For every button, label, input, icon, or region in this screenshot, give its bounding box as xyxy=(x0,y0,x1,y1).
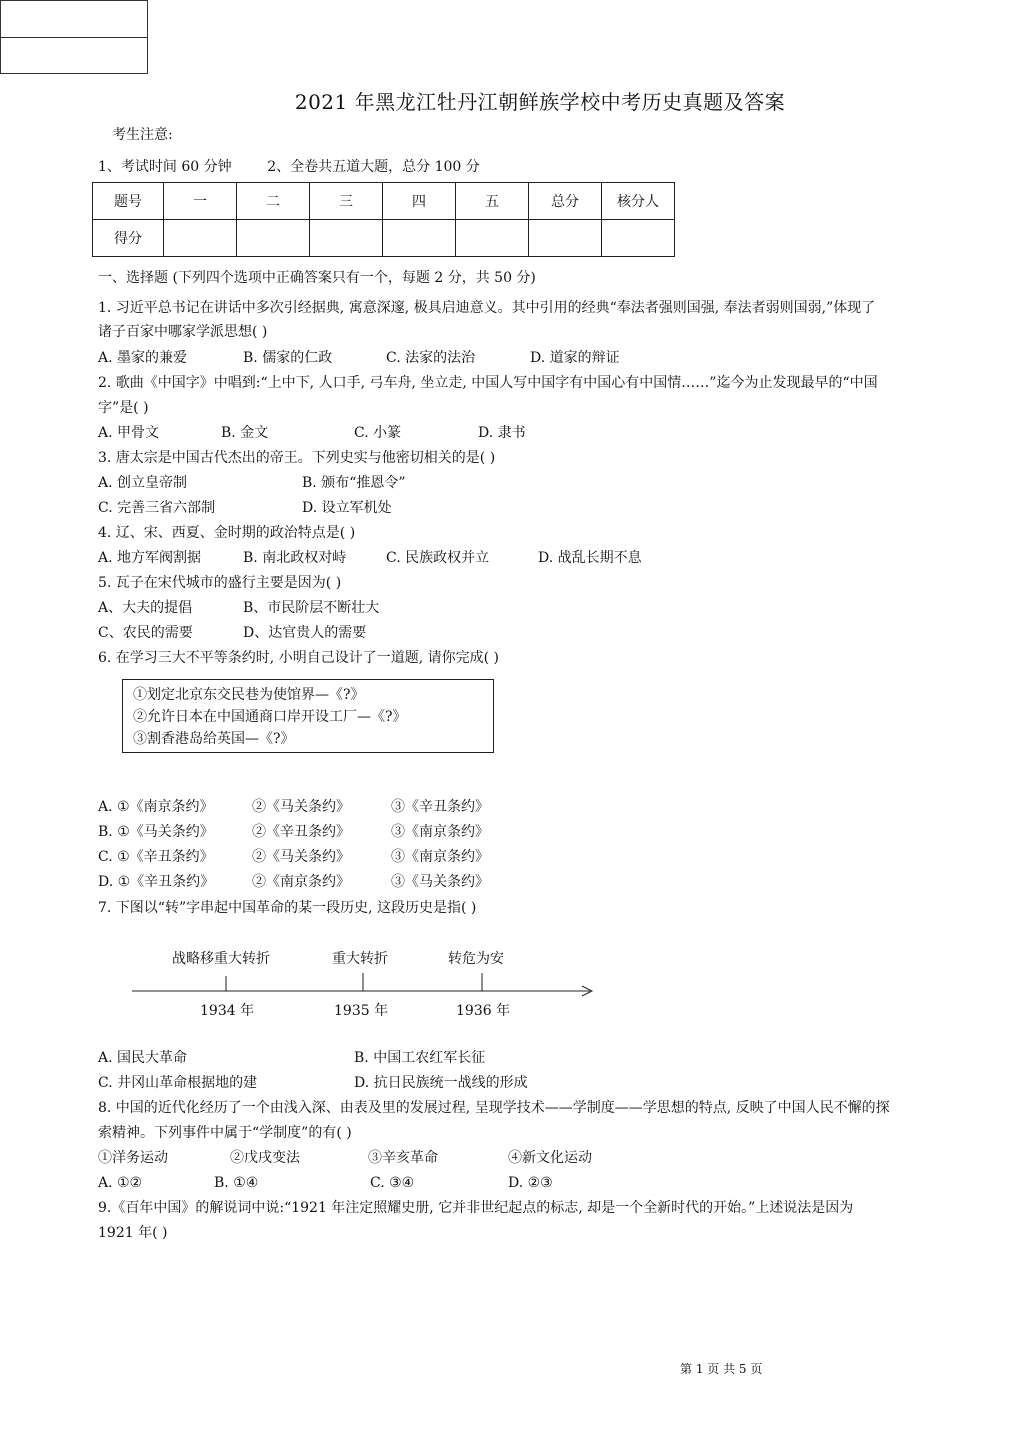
q6-option-d-part3: ③《马关条约》 xyxy=(391,874,489,890)
q2-stem: 2. 歌曲《中国字》中唱到:“上中下, 人口手, 弓车舟, 坐立走, 中国人写中国字有中国心有中国情……”迄今为止发现最早的“中国 xyxy=(98,375,878,391)
q2-option-c[interactable]: C. 小篆 xyxy=(354,425,402,441)
score-cell[interactable] xyxy=(310,220,383,257)
q5-option-c[interactable]: C、农民的需要 xyxy=(98,625,193,641)
score-cell[interactable] xyxy=(456,220,529,257)
score-table xyxy=(92,182,675,257)
score-table-header-row xyxy=(93,183,675,220)
score-table-header-cell: 一 xyxy=(164,183,237,220)
q4-option-a[interactable]: A. 地方军阀割据 xyxy=(98,550,202,566)
corner-box-divider xyxy=(1,37,147,38)
q2-stem-cont: 字”是( ) xyxy=(98,400,149,416)
score-table-header-cell: 四 xyxy=(383,183,456,220)
timeline-year: 1935 年 xyxy=(334,1003,389,1019)
q7-timeline xyxy=(128,940,608,1030)
score-table-score-row xyxy=(93,220,675,257)
q6-option-d-part2: ②《南京条约》 xyxy=(252,874,350,890)
page-number: 第 1 页 共 5 页 xyxy=(680,1362,763,1376)
q6-option-a[interactable]: A. ①《南京条约》 xyxy=(98,799,214,815)
score-cell[interactable] xyxy=(237,220,310,257)
q6-option-c-part3: ③《南京条约》 xyxy=(391,849,489,865)
q6-option-a-part3: ③《辛丑条约》 xyxy=(391,799,489,815)
score-table-header-cell: 二 xyxy=(237,183,310,220)
score-table-header-cell: 五 xyxy=(456,183,529,220)
q2-option-a[interactable]: A. 甲骨文 xyxy=(98,425,160,441)
corner-score-box xyxy=(0,0,148,74)
q3-option-c[interactable]: C. 完善三省六部制 xyxy=(98,500,216,516)
q6-option-c[interactable]: C. ①《辛丑条约》 xyxy=(98,849,214,865)
q3-option-b[interactable]: B. 颁布“推恩令” xyxy=(302,475,406,491)
q1-option-c[interactable]: C. 法家的法治 xyxy=(386,350,476,366)
q1-stem: 1. 习近平总书记在讲话中多次引经据典, 寓意深邃, 极具启迪意义。其中引用的经典“奉法者强则国强, 奉法者弱则国弱,”体现了 xyxy=(98,300,876,316)
notice-label: 考生注意: xyxy=(112,127,173,143)
q7-option-a[interactable]: A. 国民大革命 xyxy=(98,1050,188,1066)
q1-option-d[interactable]: D. 道家的辩证 xyxy=(530,350,620,366)
q6-stem: 6. 在学习三大不平等条约时, 小明自己设计了一道题, 请你完成( ) xyxy=(98,650,499,666)
q8-item: ④新文化运动 xyxy=(508,1150,592,1166)
score-cell[interactable] xyxy=(529,220,602,257)
q5-stem: 5. 瓦子在宋代城市的盛行主要是因为( ) xyxy=(98,575,342,591)
q6-clue: ②允许日本在中国通商口岸开设工厂—《?》 xyxy=(133,709,407,725)
score-table-header-cell: 题号 xyxy=(93,183,164,220)
q7-option-c[interactable]: C. 井冈山革命根据地的建 xyxy=(98,1075,258,1091)
q6-option-c-part2: ②《马关条约》 xyxy=(252,849,350,865)
score-table-header-cell: 总分 xyxy=(529,183,602,220)
score-cell[interactable] xyxy=(383,220,456,257)
q7-option-b[interactable]: B. 中国工农红军长征 xyxy=(354,1050,486,1066)
q8-option-d[interactable]: D. ②③ xyxy=(508,1175,553,1191)
q5-option-b[interactable]: B、市民阶层不断壮大 xyxy=(243,600,380,616)
q6-option-b[interactable]: B. ①《马关条约》 xyxy=(98,824,214,840)
timeline-year: 1936 年 xyxy=(456,1003,511,1019)
q8-item: ②戊戌变法 xyxy=(230,1150,300,1166)
q6-option-b-part2: ②《辛丑条约》 xyxy=(252,824,350,840)
q8-item: ①洋务运动 xyxy=(98,1150,168,1166)
q5-option-d[interactable]: D、达官贵人的需要 xyxy=(243,625,367,641)
q8-option-b[interactable]: B. ①④ xyxy=(214,1175,259,1191)
q7-stem: 7. 下图以“转”字串起中国革命的某一段历史, 这段历史是指( ) xyxy=(98,900,477,916)
page-title: 2021 年黑龙江牡丹江朝鲜族学校中考历史真题及答案 xyxy=(294,90,786,114)
q5-option-a[interactable]: A、大夫的提倡 xyxy=(98,600,193,616)
q8-item: ③辛亥革命 xyxy=(368,1150,438,1166)
timeline-year: 1934 年 xyxy=(200,1003,255,1019)
q9-stem-cont: 1921 年( ) xyxy=(98,1225,168,1241)
q3-option-d[interactable]: D. 设立军机处 xyxy=(302,500,392,516)
timeline-event: 战略移重大转折 xyxy=(172,951,270,967)
q9-stem: 9.《百年中国》的解说词中说:“1921 年注定照耀史册, 它并非世纪起点的标志, 却是一个全新时代的开始。”上述说法是因为 xyxy=(98,1200,854,1216)
q3-option-a[interactable]: A. 创立皇帝制 xyxy=(98,475,188,491)
notice-items: 1、考试时间 60 分钟 2、全卷共五道大题，总分 100 分 xyxy=(98,159,480,175)
q6-clue-box xyxy=(122,679,494,753)
q1-option-a[interactable]: A. 墨家的兼爱 xyxy=(98,350,188,366)
q2-option-b[interactable]: B. 金文 xyxy=(221,425,269,441)
q2-option-d[interactable]: D. 隶书 xyxy=(478,425,526,441)
q6-option-a-part2: ②《马关条约》 xyxy=(252,799,350,815)
q6-option-b-part3: ③《南京条约》 xyxy=(391,824,489,840)
q6-clue: ③割香港岛给英国—《?》 xyxy=(133,731,295,747)
score-table-header-cell: 三 xyxy=(310,183,383,220)
score-cell[interactable] xyxy=(602,220,675,257)
score-table-header-cell: 核分人 xyxy=(602,183,675,220)
q4-option-c[interactable]: C. 民族政权并立 xyxy=(386,550,490,566)
q4-option-b[interactable]: B. 南北政权对峙 xyxy=(243,550,347,566)
timeline-event: 重大转折 xyxy=(332,951,388,967)
q6-option-d[interactable]: D. ①《辛丑条约》 xyxy=(98,874,215,890)
section-heading: 一、选择题 (下列四个选项中正确答案只有一个，每题 2 分，共 50 分) xyxy=(98,270,536,286)
q3-stem: 3. 唐太宗是中国古代杰出的帝王。下列史实与他密切相关的是( ) xyxy=(98,450,496,466)
q8-stem-cont: 索精神。下列事件中属于“学制度”的有( ) xyxy=(98,1125,352,1141)
q8-option-a[interactable]: A. ①② xyxy=(98,1175,143,1191)
q6-clue: ①划定北京东交民巷为使馆界—《?》 xyxy=(133,687,365,703)
q7-option-d[interactable]: D. 抗日民族统一战线的形成 xyxy=(354,1075,528,1091)
q8-stem: 8. 中国的近代化经历了一个由浅入深、由表及里的发展过程, 呈现学技术——学制度——学思想的特点, 反映了中国人民不懈的探 xyxy=(98,1100,890,1116)
q4-option-d[interactable]: D. 战乱长期不息 xyxy=(538,550,642,566)
q1-stem-cont: 诸子百家中哪家学派思想( ) xyxy=(98,324,268,340)
score-cell[interactable] xyxy=(164,220,237,257)
q1-option-b[interactable]: B. 儒家的仁政 xyxy=(243,350,333,366)
score-row-label: 得分 xyxy=(93,220,164,257)
timeline-event: 转危为安 xyxy=(448,951,504,967)
q4-stem: 4. 辽、宋、西夏、金时期的政治特点是( ) xyxy=(98,525,356,541)
q8-option-c[interactable]: C. ③④ xyxy=(370,1175,415,1191)
